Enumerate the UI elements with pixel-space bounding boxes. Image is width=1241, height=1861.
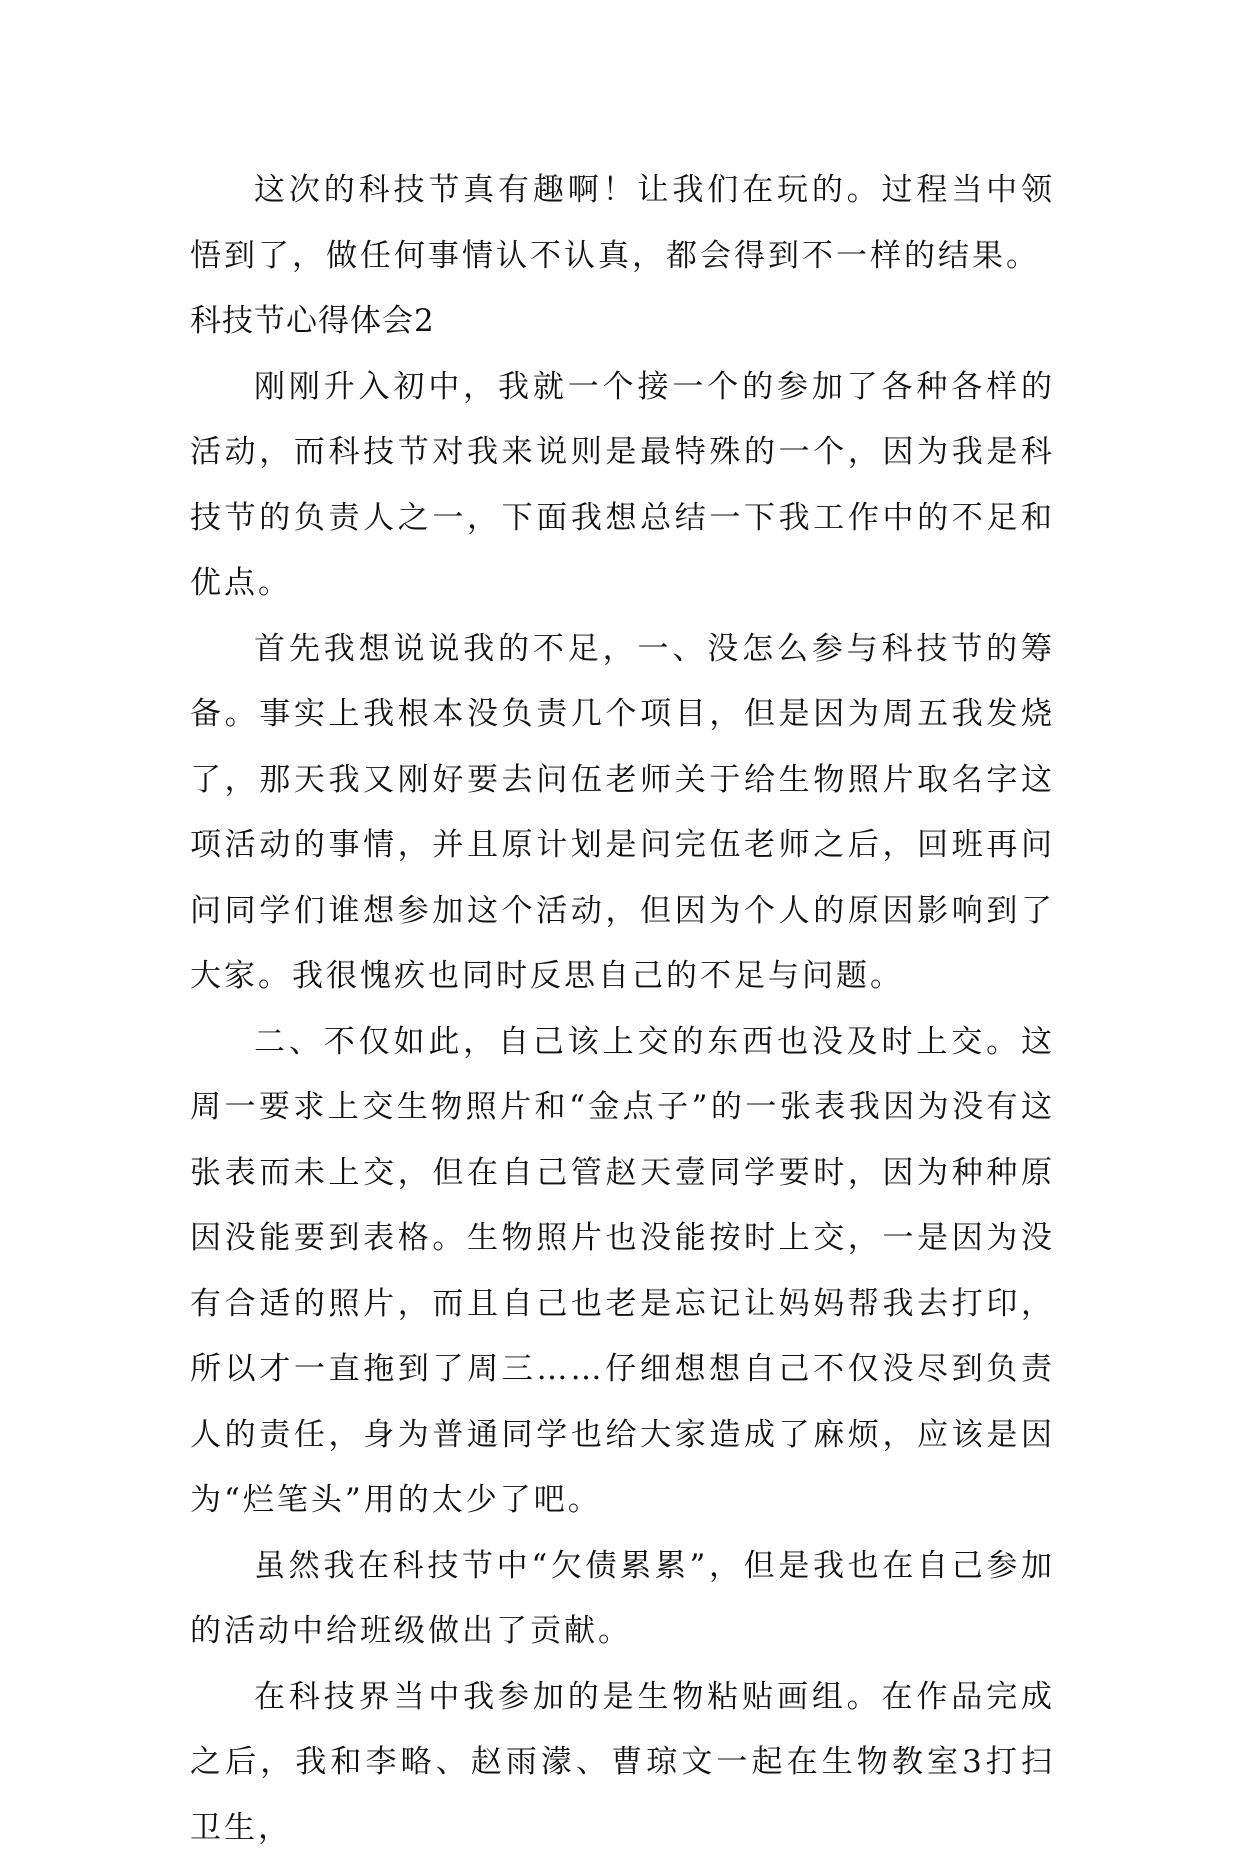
paragraph-3: 首先我想说说我的不足，一、没怎么参与科技节的筹备。事实上我根本没负责几个项目，但是因为周五我发烧了，那天我又刚好要去问伍老师关于给生物照片取名字这项活动的事情，并且原计划是问完伍老师之后，回班再问问同学们谁想参加这个活动，但因为个人的原因影响到了大家。我很愧疚也同时反思自己的不足与问题。 <box>190 617 1055 1010</box>
paragraph-2: 刚刚升入初中，我就一个接一个的参加了各种各样的活动，而科技节对我来说则是最特殊的一个，因为我是科技节的负责人之一，下面我想总结一下我工作中的不足和优点。 <box>190 355 1055 617</box>
document-body <box>190 158 1055 1861</box>
paragraph-1: 这次的科技节真有趣啊！让我们在玩的。过程当中领悟到了，做任何事情认不认真，都会得到不一样的结果。 <box>190 158 1055 289</box>
paragraph-5: 虽然我在科技节中“欠债累累”，但是我也在自己参加的活动中给班级做出了贡献。 <box>190 1534 1055 1665</box>
section-heading: 科技节心得体会2 <box>190 289 1055 355</box>
paragraph-4: 二、不仅如此，自己该上交的东西也没及时上交。这周一要求上交生物照片和“金点子”的一张表我因为没有这张表而未上交，但在自己管赵天壹同学要时，因为种种原因没能要到表格。生物照片也没能按时上交，一是因为没有合适的照片，而且自己也老是忘记让妈妈帮我去打印，所以才一直拖到了周三……仔细想想自己不仅没尽到负责人的责任，身为普通同学也给大家造成了麻烦，应该是因为“烂笔头”用的太少了吧。 <box>190 1010 1055 1534</box>
paragraph-6: 在科技界当中我参加的是生物粘贴画组。在作品完成之后，我和李略、赵雨濛、曹琼文一起在生物教室3打扫卫生， <box>190 1665 1055 1861</box>
